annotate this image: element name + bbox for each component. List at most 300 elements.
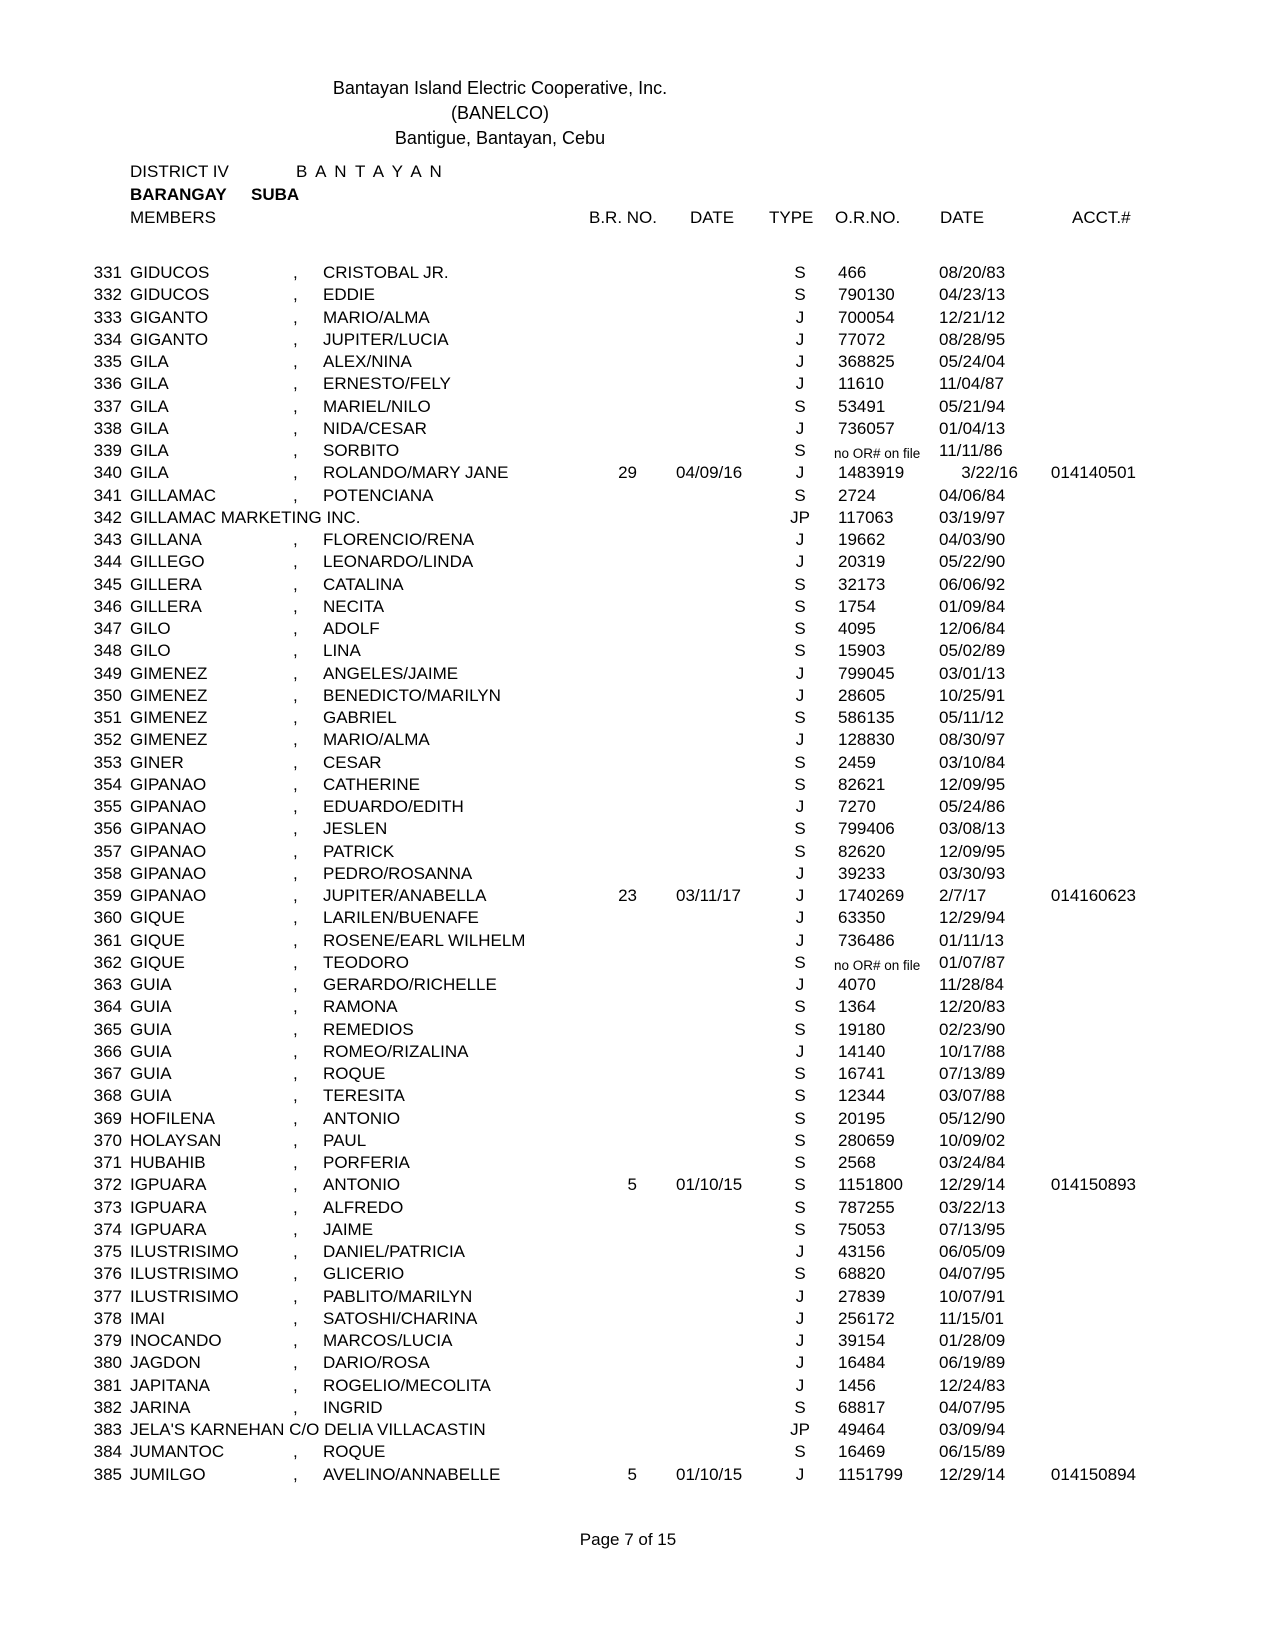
or-number: 787255 <box>838 1197 895 1217</box>
or-number: 1754 <box>838 596 876 616</box>
member-number: 341 <box>93 485 122 505</box>
member-row <box>0 776 1275 796</box>
member-first-name: GABRIEL <box>323 708 397 727</box>
or-date: 03/10/84 <box>939 752 1006 772</box>
member-last-name: GIGANTO <box>130 329 209 349</box>
member-row <box>0 1265 1275 1285</box>
member-row <box>0 1132 1275 1152</box>
member-first-name: MARIEL/NILO <box>323 396 431 416</box>
name-separator-comma: , <box>293 1353 298 1373</box>
member-type: J <box>795 663 805 683</box>
member-row <box>0 464 1275 484</box>
account-number: 014160623 <box>1050 886 1136 905</box>
member-row <box>0 1310 1275 1330</box>
member-row <box>0 731 1275 751</box>
member-first-name: NECITA <box>323 596 385 616</box>
member-type: S <box>794 485 806 505</box>
name-separator-comma: , <box>293 1308 298 1328</box>
or-date: 11/15/01 <box>939 1308 1004 1328</box>
br-number: 5 <box>627 1464 637 1484</box>
member-row <box>0 1199 1275 1219</box>
or-no-column-header: O.R.NO. <box>835 208 901 227</box>
name-separator-comma: , <box>293 1175 298 1195</box>
name-separator-comma: , <box>293 396 298 416</box>
member-first-name: TERESITA <box>323 1086 405 1106</box>
member-first-name: ROMEO/RIZALINA <box>323 1041 469 1061</box>
member-first-name: GERARDO/RICHELLE <box>323 975 497 994</box>
name-separator-comma: , <box>293 997 298 1017</box>
member-last-name: GILLERA <box>130 574 202 594</box>
member-number: 363 <box>93 975 122 994</box>
member-number: 376 <box>93 1264 122 1284</box>
member-number: 370 <box>93 1130 122 1150</box>
member-type: S <box>794 641 806 661</box>
member-last-name: JAGDON <box>130 1353 201 1373</box>
member-last-name: IGPUARA <box>130 1175 207 1195</box>
member-number: 338 <box>93 418 122 438</box>
name-separator-comma: , <box>293 552 298 572</box>
member-row <box>0 1399 1275 1419</box>
member-row <box>0 576 1275 596</box>
member-first-name: RAMONA <box>323 997 398 1017</box>
or-date: 03/24/84 <box>939 1153 1006 1172</box>
or-number: 799045 <box>838 663 895 683</box>
member-number: 349 <box>93 663 122 683</box>
member-row <box>0 642 1275 662</box>
or-number: no OR# on file <box>834 446 921 461</box>
member-first-name: REMEDIOS <box>323 1019 414 1039</box>
member-row <box>0 1377 1275 1397</box>
member-type: S <box>794 396 806 416</box>
or-number: 280659 <box>838 1130 895 1150</box>
page-number: Page 7 of 15 <box>579 1530 677 1549</box>
name-separator-comma: , <box>293 908 298 928</box>
member-last-name: GILLEGO <box>130 552 205 572</box>
name-separator-comma: , <box>293 1464 298 1484</box>
member-number: 360 <box>93 908 122 928</box>
name-separator-comma: , <box>293 1286 298 1306</box>
org-address: Bantigue, Bantayan, Cebu <box>394 128 606 148</box>
member-type: J <box>795 552 805 572</box>
or-date: 05/12/90 <box>939 1108 1006 1128</box>
member-last-name: GIDUCOS <box>130 285 210 305</box>
member-type: J <box>795 1242 805 1261</box>
name-separator-comma: , <box>293 730 298 750</box>
or-number: 2724 <box>838 485 876 505</box>
member-number: 331 <box>93 263 122 282</box>
member-row <box>0 1087 1275 1107</box>
member-last-name: GIMENEZ <box>130 685 208 705</box>
member-row <box>0 820 1275 840</box>
member-row <box>0 620 1275 640</box>
member-row <box>0 1154 1275 1174</box>
barangay-value: SUBA <box>251 185 300 204</box>
name-separator-comma: , <box>293 441 298 460</box>
name-separator-comma: , <box>293 930 298 950</box>
name-separator-comma: , <box>293 1397 298 1417</box>
br-number: 29 <box>618 463 637 483</box>
member-number: 356 <box>93 819 122 839</box>
member-row <box>0 1354 1275 1374</box>
member-number: 382 <box>93 1397 122 1417</box>
or-date: 05/24/04 <box>939 352 1006 371</box>
member-row <box>0 1176 1275 1196</box>
name-separator-comma: , <box>293 574 298 594</box>
or-number: 7270 <box>838 797 876 816</box>
or-number: 1483919 <box>838 463 905 483</box>
member-row <box>0 1043 1275 1063</box>
or-date: 12/09/95 <box>939 841 1006 861</box>
member-first-name: PAUL <box>323 1130 367 1150</box>
member-last-name: INOCANDO <box>130 1331 222 1350</box>
or-number: 19180 <box>838 1019 886 1039</box>
member-type: J <box>795 329 805 349</box>
member-number: 335 <box>93 352 122 371</box>
member-last-name: GUIA <box>130 1019 172 1039</box>
member-first-name: PATRICK <box>323 841 395 861</box>
member-last-name: GIPANAO <box>130 774 207 794</box>
member-type: J <box>795 1464 805 1484</box>
member-row <box>0 865 1275 885</box>
name-separator-comma: , <box>293 1331 298 1350</box>
name-separator-comma: , <box>293 1153 298 1172</box>
member-row <box>0 375 1275 395</box>
member-last-name: GIMENEZ <box>130 730 208 750</box>
or-date: 08/20/83 <box>939 263 1006 282</box>
name-separator-comma: , <box>293 1264 298 1284</box>
or-number: 20319 <box>838 552 886 572</box>
member-number: 378 <box>93 1308 122 1328</box>
member-row <box>0 487 1275 507</box>
member-type: S <box>794 952 806 972</box>
member-number: 353 <box>93 752 122 772</box>
member-first-name: SATOSHI/CHARINA <box>323 1308 478 1328</box>
member-row <box>0 954 1275 974</box>
member-first-name: LINA <box>323 641 361 661</box>
member-type: S <box>794 1130 806 1150</box>
or-date: 12/21/12 <box>939 307 1006 327</box>
member-last-name: GILO <box>130 641 171 661</box>
or-date: 04/07/95 <box>939 1264 1006 1284</box>
or-number: 49464 <box>838 1420 886 1439</box>
member-type: JP <box>790 507 810 527</box>
type-column-header: TYPE <box>769 208 814 227</box>
org-abbr: (BANELCO) <box>450 103 549 123</box>
or-date: 2/7/17 <box>939 886 987 905</box>
member-first-name: JESLEN <box>323 819 388 839</box>
member-first-name: PEDRO/ROSANNA <box>323 863 473 883</box>
member-last-name: GIQUE <box>130 952 185 972</box>
member-first-name: ALFREDO <box>323 1197 404 1217</box>
or-date: 12/06/84 <box>939 619 1006 638</box>
or-number: 53491 <box>838 396 886 416</box>
name-separator-comma: , <box>293 418 298 438</box>
member-row <box>0 420 1275 440</box>
member-last-name: GUIA <box>130 1041 172 1061</box>
member-last-name: IMAI <box>130 1308 165 1328</box>
or-number: 68817 <box>838 1397 886 1417</box>
member-number: 348 <box>93 641 122 661</box>
member-last-name: GIPANAO <box>130 863 207 883</box>
member-row <box>0 1332 1275 1352</box>
name-separator-comma: , <box>293 374 298 394</box>
member-first-name: ROQUE <box>323 1064 386 1083</box>
member-first-name: MARIO/ALMA <box>323 730 430 750</box>
member-type: J <box>795 886 805 905</box>
member-row <box>0 1443 1275 1463</box>
member-type: S <box>794 1019 806 1039</box>
member-last-name: JARINA <box>130 1397 191 1417</box>
member-last-name: GILA <box>130 418 169 438</box>
name-separator-comma: , <box>293 485 298 505</box>
member-first-name: ROLANDO/MARY JANE <box>323 463 509 483</box>
member-last-name: HUBAHIB <box>130 1153 206 1172</box>
member-number: 373 <box>93 1197 122 1217</box>
member-number: 352 <box>93 730 122 750</box>
member-type: J <box>795 352 805 371</box>
member-number: 347 <box>93 619 122 638</box>
or-date: 11/11/86 <box>939 441 1003 460</box>
member-first-name: AVELINO/ANNABELLE <box>323 1464 501 1484</box>
member-number: 385 <box>93 1464 122 1484</box>
member-number: 343 <box>93 530 122 549</box>
or-date: 06/06/92 <box>939 574 1006 594</box>
barangay-label: BARANGAY <box>130 185 227 204</box>
member-last-name: GILLERA <box>130 596 202 616</box>
member-row <box>0 665 1275 685</box>
br-date: 01/10/15 <box>676 1464 743 1484</box>
member-last-name: GILO <box>130 619 171 638</box>
member-last-name: ILUSTRISIMO <box>130 1264 239 1284</box>
member-first-name: SORBITO <box>323 441 400 460</box>
account-number: 014140501 <box>1050 463 1136 483</box>
name-separator-comma: , <box>293 1130 298 1150</box>
member-type: J <box>795 374 805 394</box>
name-separator-comma: , <box>293 819 298 839</box>
member-first-name: LARILEN/BUENAFE <box>323 908 479 928</box>
member-last-name: GIPANAO <box>130 819 207 839</box>
or-date: 07/13/89 <box>939 1064 1006 1083</box>
or-date: 3/22/16 <box>961 463 1018 483</box>
or-number: no OR# on file <box>834 957 921 973</box>
member-type: J <box>795 975 805 994</box>
or-number: 586135 <box>838 708 895 727</box>
member-row <box>0 264 1275 284</box>
member-number: 359 <box>93 886 122 905</box>
member-last-name: GILA <box>130 396 169 416</box>
member-first-name: TEODORO <box>323 952 409 972</box>
or-date: 05/22/90 <box>939 552 1006 572</box>
member-row <box>0 932 1275 952</box>
member-type: J <box>795 1286 805 1306</box>
member-number: 358 <box>93 863 122 883</box>
member-first-name: DANIEL/PATRICIA <box>323 1242 466 1261</box>
or-date: 12/29/14 <box>939 1175 1006 1195</box>
member-first-name: GLICERIO <box>323 1264 405 1284</box>
or-date: 01/28/09 <box>939 1331 1006 1350</box>
member-number: 380 <box>93 1353 122 1373</box>
or-number: 1151800 <box>838 1175 903 1195</box>
member-type: S <box>794 1219 806 1239</box>
member-type: J <box>795 1353 805 1373</box>
member-row <box>0 798 1275 818</box>
or-date: 03/19/97 <box>939 507 1006 527</box>
member-type: S <box>794 574 806 594</box>
member-type: S <box>794 1086 806 1106</box>
member-number: 366 <box>93 1041 122 1061</box>
member-last-name: GILA <box>130 463 169 483</box>
or-number: 16469 <box>838 1442 886 1462</box>
member-last-name: JUMANTOC <box>130 1442 225 1462</box>
name-separator-comma: , <box>293 863 298 883</box>
name-separator-comma: , <box>293 352 298 371</box>
or-date: 10/17/88 <box>939 1041 1006 1061</box>
or-date: 12/09/95 <box>939 774 1006 794</box>
member-row <box>0 1110 1275 1130</box>
member-number: 334 <box>93 329 122 349</box>
or-date: 10/25/91 <box>939 685 1006 705</box>
member-type: S <box>794 819 806 839</box>
or-date: 01/09/84 <box>939 596 1006 616</box>
member-number: 361 <box>93 930 122 950</box>
member-type: S <box>794 1064 806 1083</box>
member-type: J <box>795 685 805 705</box>
member-last-name: GIPANAO <box>130 886 207 905</box>
member-first-name: ROGELIO/MECOLITA <box>323 1375 491 1395</box>
br-date: 03/11/17 <box>676 886 741 905</box>
or-number: 256172 <box>838 1308 895 1328</box>
member-number: 340 <box>93 463 122 483</box>
member-type: JP <box>790 1420 810 1439</box>
member-row <box>0 1221 1275 1241</box>
br-date-column-header: DATE <box>690 208 735 227</box>
or-number: 19662 <box>838 530 886 549</box>
member-number: 345 <box>93 574 122 594</box>
member-row <box>0 754 1275 774</box>
or-number: 2459 <box>838 752 876 772</box>
member-first-name: FLORENCIO/RENA <box>323 530 475 549</box>
member-first-name: JUPITER/LUCIA <box>323 329 449 349</box>
member-last-name: GUIA <box>130 997 172 1017</box>
member-last-name: GILLAMAC <box>130 485 216 505</box>
member-first-name: ROSENE/EARL WILHELM <box>323 930 526 950</box>
member-type: S <box>794 1197 806 1217</box>
or-number: 27839 <box>838 1286 886 1306</box>
member-row <box>0 598 1275 618</box>
member-type: J <box>795 463 805 483</box>
or-date: 01/07/87 <box>939 952 1006 972</box>
member-number: 372 <box>93 1175 122 1195</box>
member-number: 351 <box>93 708 122 727</box>
or-number: 77072 <box>838 329 886 349</box>
or-number: 799406 <box>838 819 895 839</box>
member-row <box>0 531 1275 551</box>
member-last-name: GUIA <box>130 975 172 994</box>
member-type: S <box>794 285 806 305</box>
member-type: J <box>795 1375 805 1395</box>
or-date: 03/07/88 <box>939 1086 1006 1106</box>
member-first-name: ERNESTO/FELY <box>323 374 451 394</box>
or-date: 11/28/84 <box>939 975 1004 994</box>
member-type: J <box>795 1331 805 1350</box>
member-type: S <box>794 1153 806 1172</box>
member-last-name: GUIA <box>130 1086 172 1106</box>
name-separator-comma: , <box>293 596 298 616</box>
member-first-name: PABLITO/MARILYN <box>323 1286 473 1306</box>
member-number: 346 <box>93 596 122 616</box>
name-separator-comma: , <box>293 952 298 972</box>
or-number: 82620 <box>838 841 886 861</box>
member-last-name: GUIA <box>130 1064 172 1083</box>
member-type: J <box>795 530 805 549</box>
member-row <box>0 553 1275 573</box>
br-number: 5 <box>627 1175 637 1195</box>
member-number: 339 <box>93 441 122 460</box>
member-number: 357 <box>93 841 122 861</box>
member-first-name: MARIO/ALMA <box>323 307 430 327</box>
member-row <box>0 1021 1275 1041</box>
member-first-name: BENEDICTO/MARILYN <box>323 685 501 705</box>
or-number: 1151799 <box>838 1464 903 1484</box>
member-number: 337 <box>93 396 122 416</box>
or-date: 12/29/94 <box>939 908 1006 928</box>
or-date: 03/01/13 <box>939 663 1006 683</box>
member-type: S <box>794 619 806 638</box>
member-last-name: JAPITANA <box>130 1375 210 1395</box>
name-separator-comma: , <box>293 530 298 549</box>
or-number: 2568 <box>838 1153 876 1172</box>
name-separator-comma: , <box>293 1019 298 1039</box>
acct-column-header: ACCT.# <box>1072 208 1131 227</box>
name-separator-comma: , <box>293 1442 298 1462</box>
name-separator-comma: , <box>293 1375 298 1395</box>
member-row <box>0 1288 1275 1308</box>
member-first-name: MARCOS/LUCIA <box>323 1331 453 1350</box>
member-type: S <box>794 1175 806 1195</box>
or-date: 04/06/84 <box>939 485 1006 505</box>
member-first-name: PORFERIA <box>323 1153 410 1172</box>
name-separator-comma: , <box>293 1242 298 1261</box>
or-number: 4095 <box>838 619 876 638</box>
or-number: 466 <box>838 263 867 282</box>
member-number: 384 <box>93 1442 122 1462</box>
member-type: S <box>794 1264 806 1284</box>
member-row <box>0 309 1275 329</box>
or-number: 63350 <box>838 908 886 928</box>
or-number: 15903 <box>838 641 886 661</box>
member-last-name: GIGANTO <box>130 307 209 327</box>
member-row <box>0 1421 1275 1441</box>
or-number: 68820 <box>838 1264 886 1284</box>
name-separator-comma: , <box>293 752 298 772</box>
member-type: J <box>795 418 805 438</box>
name-separator-comma: , <box>293 329 298 349</box>
member-number: 374 <box>93 1219 122 1239</box>
member-type: S <box>794 708 806 727</box>
district-value: B A N T A Y A N <box>296 162 444 181</box>
member-type: S <box>794 752 806 772</box>
member-number: 383 <box>93 1420 122 1439</box>
member-row <box>0 353 1275 373</box>
or-number: 11610 <box>838 374 885 394</box>
member-row <box>0 1466 1275 1486</box>
member-row <box>0 887 1275 907</box>
account-number: 014150893 <box>1050 1175 1136 1195</box>
member-first-name: ADOLF <box>323 619 380 638</box>
member-number: 355 <box>93 797 122 816</box>
member-row <box>0 442 1275 462</box>
member-number: 368 <box>93 1086 122 1106</box>
